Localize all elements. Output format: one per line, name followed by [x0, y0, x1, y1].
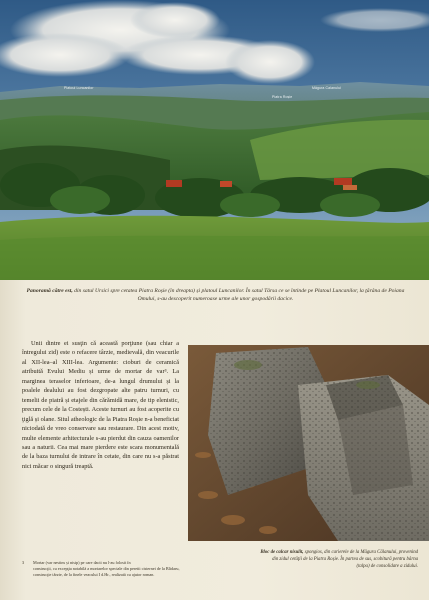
top-photo-caption — [18, 287, 413, 303]
caption-bottom-lead: Bloc de calcar nisulit, — [260, 550, 304, 555]
footnote-continuation: construcţii, cu excepţia notabilă a mortarelor speciale din peretii cisternei de la Blidaru, construcţie târzie, de la finele veacului I d.Hr., realizată cu ajutor roman. — [33, 566, 180, 578]
stone-photo-caption — [258, 550, 418, 571]
photo-label-3: Mâgura Calanului — [312, 86, 342, 90]
footnote — [22, 560, 180, 579]
landscape-photo — [0, 0, 429, 280]
caption-lead: Panoramă către est, — [26, 288, 73, 294]
footnote-number: 3 — [22, 560, 25, 565]
footnote-line-1: Mortar (var nestins și nisip) pe care dacii nu l-au folosit în — [33, 560, 131, 565]
body-paragraph: Unii dintre ei susţin că această porţiune (sau chiar a întregului zid) este o refacere târzie, medievală, din veacurile al XII-lea–al XIII-lea. Argumente: cioburi de ceramică atribuită Evului Mediu și urme de mortar de var³. La marginea teraselor inferioare, de-a lungul drumului și la poalele dealului au fost dezgropate alte patru turnuri, cu temelii de piatră și etajele din cărămidă mare, de tip elenistic, precum cele de la Costești. Aceste turnuri au fost acoperite cu ţiglă și olane. Situl atheologic de la Piatra Roșie n-a beneficiat niciodată de vreo conservare sau restaurare. Din acest motiv, multe elemente arhitecturale s-au pierdut din cauza oamenilor sau a naturii. Cea mai mare pierdere este scara monumentală de la baza turnului de intrare în cetate, din care nu s-a păstrat nici măcar o singură treaptă. — [22, 340, 179, 470]
caption-bottom-text: spongios, din carierele de la Măgura Călanului, provenind din zidul cetăţii de la Piatra Roșie. În partea de sus, scobitură pentru bârna (talpa) de consolidare a zidului. — [272, 550, 418, 569]
photo-label-1: Platoul Luncanilor — [64, 86, 94, 90]
caption-text: din satul Ursici spre cetatea Piatra Roșie (în dreapta) și platoul Luncanilor. În satul Târsa ce se întinde pe Platoul Luncanilor, la ţărâna de Poiana Omului, s-au descoperit numeroase urme ale unor gospodării dacice. — [74, 288, 405, 303]
stone-block-photo — [188, 345, 429, 541]
photo-label-2: Piatra Roșie — [272, 95, 293, 99]
